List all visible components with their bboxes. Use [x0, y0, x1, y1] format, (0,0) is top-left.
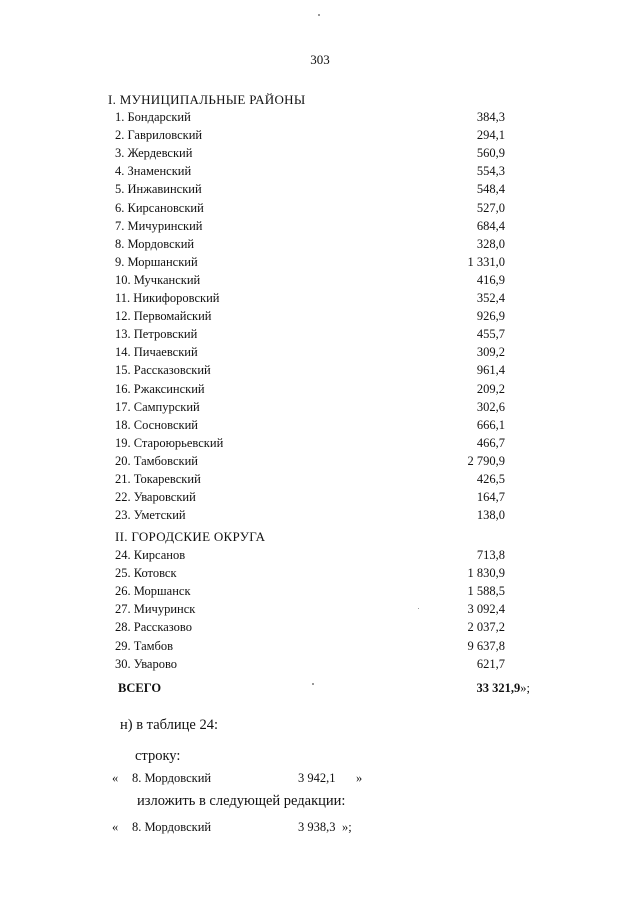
amendment-instruction: изложить в следующей редакции:: [137, 793, 346, 809]
district-amount: 164,7: [476, 490, 505, 505]
amendment-line-label: строку:: [135, 748, 181, 764]
table-row: [115, 255, 505, 273]
district-name: 29. Тамбов: [115, 638, 174, 653]
close-quote: »;: [342, 820, 352, 834]
district-amount: 1 331,0: [467, 254, 505, 269]
district-name: 27. Мичуринск: [115, 602, 196, 617]
new-row-value: 3 938,3: [298, 820, 336, 834]
table-row: [115, 490, 505, 508]
district-name: 2. Гавриловский: [115, 128, 203, 143]
district-amount: 926,9: [476, 309, 505, 324]
district-amount: 554,3: [476, 164, 505, 179]
district-amount: 621,7: [476, 656, 505, 671]
table-row: [115, 182, 505, 200]
district-name: 7. Мичуринский: [115, 218, 203, 233]
table-row: [115, 566, 505, 584]
district-name: 9. Моршанский: [115, 254, 198, 269]
district-name: 3. Жердевский: [115, 146, 193, 161]
table-row: [115, 418, 505, 436]
table-row: [115, 400, 505, 418]
table-row: [115, 309, 505, 327]
district-amount: 1 830,9: [467, 566, 505, 581]
table-row: [115, 436, 505, 454]
total-value: 33 321,9»;: [476, 681, 530, 695]
table-row: [115, 164, 505, 182]
district-amount: 455,7: [476, 327, 505, 342]
district-amount: 9 637,8: [467, 638, 505, 653]
district-name: 24. Кирсанов: [115, 548, 186, 562]
open-quote: «: [112, 820, 119, 834]
district-amount: 328,0: [476, 236, 505, 251]
table-row: [115, 327, 505, 345]
district-amount: 309,2: [476, 345, 505, 360]
district-name: 18. Сосновский: [115, 417, 198, 432]
district-amount: 209,2: [476, 381, 505, 396]
district-name: 20. Тамбовский: [115, 453, 198, 468]
district-name: 11. Никифоровский: [115, 291, 220, 305]
district-name: 5. Инжавинский: [115, 182, 202, 197]
old-row-quote: [112, 771, 372, 789]
district-name: 14. Пичаевский: [115, 345, 198, 360]
district-name: 10. Мучканский: [115, 272, 201, 287]
table-row: [115, 201, 505, 219]
old-row-name: 8. Мордовский: [132, 771, 212, 785]
table-row: [115, 110, 505, 128]
table-row: [115, 657, 505, 675]
district-amount: 384,3: [476, 110, 505, 124]
close-quote: »: [356, 771, 363, 785]
district-amount: 1 588,5: [467, 584, 505, 599]
district-name: 6. Кирсановский: [115, 200, 204, 215]
section-heading-municipal-districts: I. МУНИЦИПАЛЬНЫЕ РАЙОНЫ: [108, 92, 306, 107]
district-name: 25. Котовск: [115, 566, 177, 581]
district-name: 13. Петровский: [115, 327, 198, 342]
open-quote: «: [112, 771, 119, 785]
district-name: 17. Сампурский: [115, 399, 200, 414]
section-heading-urban-districts: II. ГОРОДСКИЕ ОКРУГА: [115, 529, 266, 544]
scan-speck: [318, 14, 320, 16]
district-name: 19. Староюрьевский: [115, 435, 224, 450]
district-amount: 466,7: [476, 435, 505, 450]
district-name: 12. Первомайский: [115, 309, 212, 324]
district-amount: 560,9: [476, 146, 505, 161]
district-amount: 3 092,4: [467, 602, 505, 617]
page-number: 303: [310, 52, 330, 67]
district-amount: 302,6: [476, 399, 505, 414]
table-row: [115, 237, 505, 255]
table-row: [115, 219, 505, 237]
district-name: 1. Бондарский: [115, 110, 191, 124]
district-name: 23. Уметский: [115, 508, 186, 523]
table-row: [115, 382, 505, 400]
table-row: [115, 273, 505, 291]
table-row: [115, 454, 505, 472]
table-row: [115, 620, 505, 638]
district-name: 8. Мордовский: [115, 236, 195, 251]
old-row-value: 3 942,1: [298, 771, 336, 785]
table-row: [115, 146, 505, 164]
district-amount: 352,4: [476, 291, 505, 305]
table-row: [115, 602, 505, 620]
district-name: 26. Моршанск: [115, 584, 191, 599]
district-name: 30. Уварово: [115, 656, 178, 671]
district-amount: 426,5: [476, 472, 505, 486]
district-amount: 961,4: [476, 363, 505, 378]
district-amount: 2 790,9: [467, 453, 505, 468]
district-amount: 684,4: [476, 218, 505, 233]
district-amount: 2 037,2: [467, 620, 505, 635]
table-row: [115, 584, 505, 602]
district-amount: 138,0: [476, 508, 505, 523]
amendment-item-n: н) в таблице 24:: [120, 717, 218, 733]
district-amount: 713,8: [476, 548, 505, 562]
district-name: 22. Уваровский: [115, 490, 196, 505]
district-amount: 416,9: [476, 272, 505, 287]
district-amount: 294,1: [476, 128, 505, 143]
table-row: [115, 363, 505, 381]
district-name: 21. Токаревский: [115, 472, 201, 486]
new-row-name: 8. Мордовский: [132, 820, 212, 834]
table-row: [115, 291, 505, 309]
scan-speck: [312, 683, 314, 685]
district-name: 4. Знаменский: [115, 164, 192, 179]
table-row: [115, 548, 505, 566]
district-amount: 666,1: [476, 417, 505, 432]
table-row: [115, 345, 505, 363]
total-label: ВСЕГО: [118, 681, 162, 695]
table-row: [115, 128, 505, 146]
table-row: [115, 472, 505, 490]
table-row: [115, 639, 505, 657]
district-amount: 527,0: [476, 200, 505, 215]
table-row: [115, 508, 505, 526]
new-row-quote: [112, 820, 372, 838]
district-name: 16. Ржаксинский: [115, 381, 205, 396]
district-amount: 548,4: [476, 182, 505, 197]
district-name: 15. Рассказовский: [115, 363, 211, 378]
district-name: 28. Рассказово: [115, 620, 192, 635]
